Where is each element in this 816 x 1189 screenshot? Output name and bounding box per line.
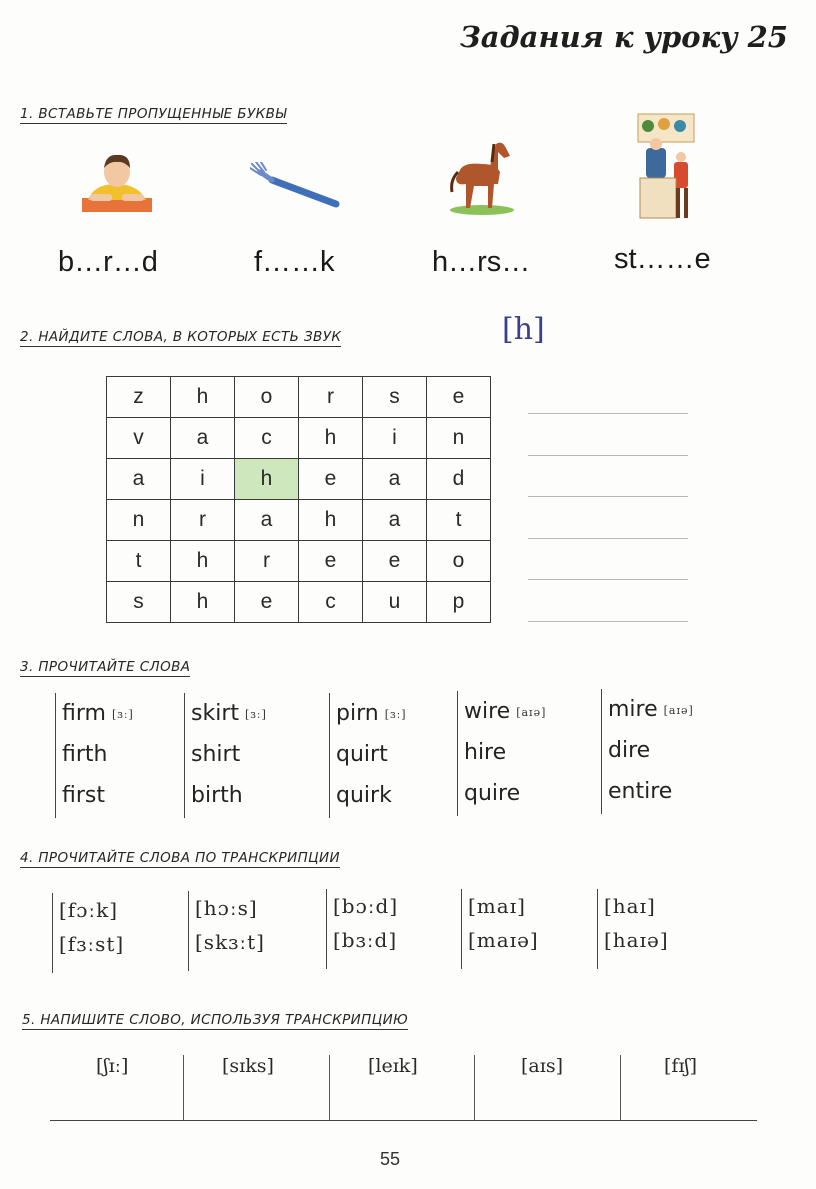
grid-cell[interactable]: e xyxy=(299,459,363,500)
gap-word-4: st……e xyxy=(614,243,711,275)
transcription: [fɔːk] xyxy=(59,898,119,922)
transcription-item: [fɪʃ] xyxy=(664,1055,698,1077)
page-title: Задания к уроку 25 xyxy=(459,20,788,54)
word: skirt xyxy=(191,701,239,726)
word: entire xyxy=(608,779,673,804)
word-row xyxy=(191,693,267,734)
transcription-label: [ɜː] xyxy=(384,708,407,721)
column-divider xyxy=(474,1055,475,1121)
grid-cell[interactable]: p xyxy=(427,582,491,623)
transcription: [skɜːt] xyxy=(195,930,265,954)
transcription-column xyxy=(597,889,669,969)
transcription-item: [leɪk] xyxy=(368,1055,418,1077)
answer-line[interactable] xyxy=(528,538,688,539)
gap-word-3: h…rs… xyxy=(432,246,531,278)
grid-cell[interactable]: r xyxy=(235,541,299,582)
grid-cell[interactable]: u xyxy=(363,582,427,623)
grid-cell[interactable]: t xyxy=(107,541,171,582)
column-divider xyxy=(183,1055,184,1121)
transcription-column xyxy=(52,893,124,973)
transcription-column xyxy=(326,889,398,969)
store-icon xyxy=(636,112,696,224)
word: birth xyxy=(191,783,243,808)
grid-cell[interactable]: h xyxy=(299,500,363,541)
answer-line[interactable] xyxy=(528,455,688,456)
word: shirt xyxy=(191,742,241,767)
word-row xyxy=(336,693,407,734)
transcription: [haɪə] xyxy=(604,928,669,952)
transcription-item: [sɪks] xyxy=(222,1055,274,1077)
answer-line[interactable] xyxy=(528,496,688,497)
word: quirt xyxy=(336,742,388,767)
transcription: [hɔːs] xyxy=(195,896,258,920)
transcription: [bɜːd] xyxy=(333,928,398,952)
column-divider xyxy=(620,1055,621,1121)
word: pirn xyxy=(336,701,379,726)
word: quirk xyxy=(336,783,392,808)
section-4-title: 4. ПРОЧИТАЙТЕ СЛОВА ПО ТРАНСКРИПЦИИ xyxy=(20,850,341,866)
word-column xyxy=(601,689,694,814)
transcription: [bɔːd] xyxy=(333,894,399,918)
transcription-label: [ɜː] xyxy=(245,708,267,721)
grid-cell[interactable]: a xyxy=(171,418,235,459)
word: mire xyxy=(608,697,658,722)
grid-cell[interactable]: n xyxy=(107,500,171,541)
word: wire xyxy=(464,699,511,724)
grid-cell[interactable]: v xyxy=(107,418,171,459)
word-column xyxy=(329,693,407,818)
grid-cell[interactable]: h xyxy=(171,377,235,418)
word: firm xyxy=(62,701,106,726)
grid-cell[interactable]: s xyxy=(363,377,427,418)
grid-cell[interactable]: d xyxy=(427,459,491,500)
grid-cell[interactable]: n xyxy=(427,418,491,459)
grid-cell[interactable]: i xyxy=(171,459,235,500)
grid-cell[interactable]: a xyxy=(107,459,171,500)
boy-icon xyxy=(80,148,154,214)
word-row xyxy=(464,691,546,732)
grid-cell[interactable]: z xyxy=(107,377,171,418)
answer-line[interactable] xyxy=(528,621,688,622)
column-divider xyxy=(329,1055,330,1121)
page-number: 55 xyxy=(379,1149,401,1169)
grid-cell[interactable]: r xyxy=(171,500,235,541)
grid-cell[interactable]: h xyxy=(171,582,235,623)
grid-cell[interactable]: c xyxy=(299,582,363,623)
word-row xyxy=(608,689,694,730)
transcription-label: [ɜː] xyxy=(111,708,134,721)
grid-cell[interactable]: c xyxy=(235,418,299,459)
grid-cell[interactable]: h xyxy=(171,541,235,582)
grid-cell[interactable]: o xyxy=(235,377,299,418)
transcription-item: [aɪs] xyxy=(521,1055,563,1077)
transcription-label: [aɪə] xyxy=(516,706,547,719)
word: firth xyxy=(62,742,108,767)
transcription: [fɜːst] xyxy=(59,932,125,956)
transcription-column xyxy=(461,889,539,969)
transcription-item: [ʃɪː] xyxy=(96,1055,129,1077)
transcription: [maɪ] xyxy=(468,894,526,918)
transcription-label: [aɪə] xyxy=(663,704,694,717)
grid-cell[interactable]: s xyxy=(107,582,171,623)
gap-word-2: f……k xyxy=(254,246,335,278)
word: dire xyxy=(608,738,651,763)
section-5-title: 5. НАПИШИТЕ СЛОВО, ИСПОЛЬЗУЯ ТРАНСКРИПЦИЮ xyxy=(22,1012,409,1028)
grid-cell-highlighted[interactable]: h xyxy=(235,459,299,500)
answer-line[interactable] xyxy=(528,579,688,580)
section-3-title: 3. ПРОЧИТАЙТЕ СЛОВА xyxy=(20,659,191,675)
grid-cell[interactable]: t xyxy=(427,500,491,541)
grid-cell[interactable]: o xyxy=(427,541,491,582)
word: quire xyxy=(464,781,521,806)
transcription: [maɪə] xyxy=(468,928,539,952)
answer-line[interactable] xyxy=(528,413,688,414)
grid-cell[interactable]: i xyxy=(363,418,427,459)
section-2-title: 2. НАЙДИТЕ СЛОВА, В КОТОРЫХ ЕСТЬ ЗВУК xyxy=(20,329,342,345)
word: hire xyxy=(464,740,507,765)
fork-icon xyxy=(250,162,342,210)
horse-icon xyxy=(446,136,518,216)
letter-grid xyxy=(106,376,491,623)
answer-baseline[interactable] xyxy=(50,1120,757,1121)
transcription-column xyxy=(188,891,265,971)
grid-cell[interactable]: e xyxy=(299,541,363,582)
word-row xyxy=(62,693,134,734)
grid-cell[interactable]: h xyxy=(299,418,363,459)
target-sound: [h] xyxy=(502,312,545,347)
grid-cell[interactable]: e xyxy=(235,582,299,623)
section-1-title: 1. ВСТАВЬТЕ ПРОПУЩЕННЫЕ БУКВЫ xyxy=(20,106,287,122)
word: first xyxy=(62,783,105,808)
grid-cell[interactable]: a xyxy=(363,459,427,500)
grid-cell[interactable]: a xyxy=(363,500,427,541)
transcription: [haɪ] xyxy=(604,894,656,918)
word-column xyxy=(184,693,267,818)
word-column xyxy=(55,693,134,818)
grid-cell[interactable]: r xyxy=(299,377,363,418)
grid-cell[interactable]: e xyxy=(427,377,491,418)
gap-word-1: b…r…d xyxy=(58,246,158,278)
word-column xyxy=(457,691,546,816)
grid-cell[interactable]: a xyxy=(235,500,299,541)
grid-cell[interactable]: e xyxy=(363,541,427,582)
